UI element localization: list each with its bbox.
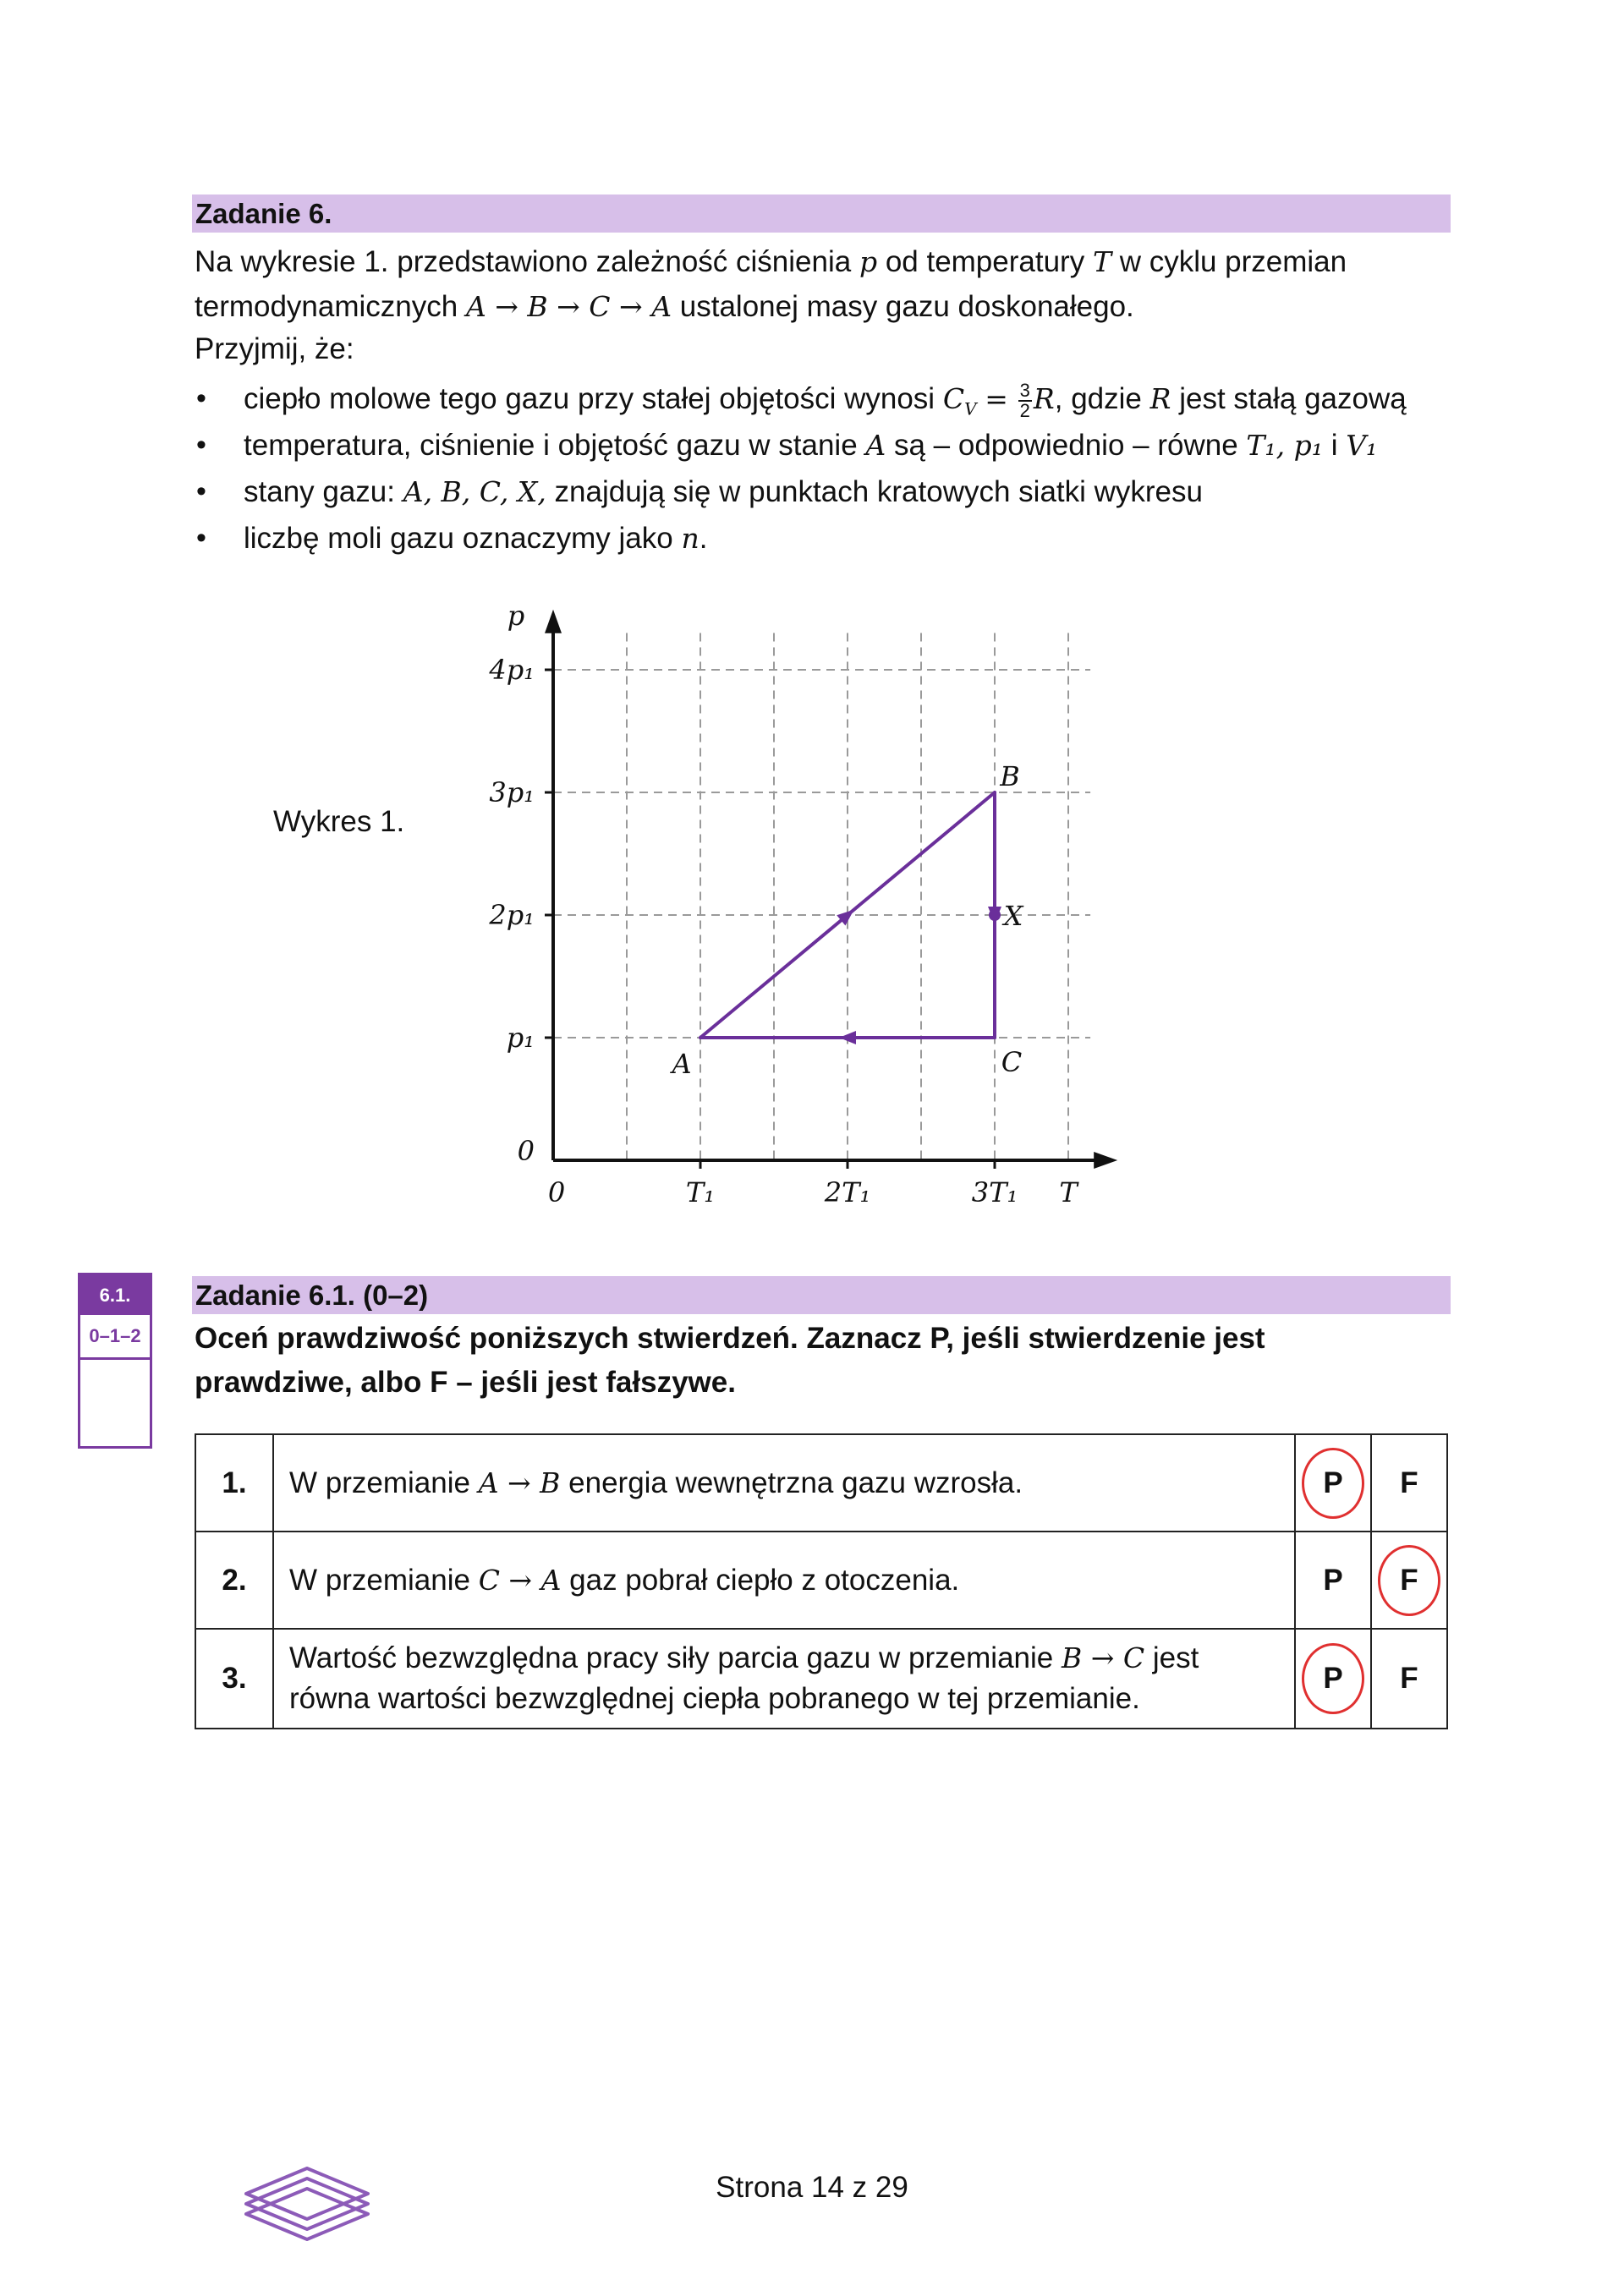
assumption-3: • stany gazu: A, B, C, X, znajdują się w punktach kratowych siatki wykresu — [195, 469, 1407, 515]
point-label-A: A — [672, 1048, 692, 1080]
point-X-marker — [989, 909, 1001, 921]
option-f[interactable]: F — [1371, 1629, 1447, 1729]
point-label-X: X — [1003, 900, 1023, 932]
assumption-1: • ciepło molowe tego gazu przy stałej objętości wynosi $C_V$ = $\frac{3}{2}$ R, gdzie R jest stałą gazową — [195, 375, 1407, 422]
subtask-header: Zadanie 6.1. (0–2) — [192, 1276, 1451, 1314]
true-false-table — [195, 1433, 1448, 1729]
table-row — [195, 1434, 1447, 1532]
y-tick-label: 2p₁ — [489, 899, 535, 931]
selection-mark — [1302, 1448, 1364, 1519]
subtask-instruction: Oceń prawdziwość poniższych stwierdzeń. Zaznacz P, jeśli stwierdzenie jest prawdziwe, albo F – jeśli jest fałszywe. — [195, 1322, 1265, 1399]
x-tick-label: 0 — [547, 1176, 566, 1208]
y-tick-label: 0 — [517, 1135, 535, 1167]
assumption-2: • temperatura, ciśnienie i objętość gazu w stanie A są – odpowiednio – równe T₁, p₁ i V₁ — [195, 422, 1407, 469]
statement-text: W przemianie A → B energia wewnętrzna gazu wzrosła. — [273, 1434, 1295, 1532]
fraction: $\frac{3}{2}$ — [1019, 379, 1030, 421]
option-p[interactable]: P — [1295, 1629, 1371, 1729]
statement-text: W przemianie C → A gaz pobrał ciepło z otoczenia. — [273, 1532, 1295, 1629]
statement-number: 1. — [195, 1434, 273, 1532]
y-axis-label: p — [507, 599, 525, 632]
y-tick-label: p₁ — [506, 1022, 535, 1054]
task-header: Zadanie 6. — [192, 195, 1451, 233]
option-p[interactable]: P — [1295, 1532, 1371, 1629]
y-tick-label: 3p₁ — [489, 776, 535, 808]
page-number: Strona 14 z 29 — [716, 2171, 908, 2204]
option-f[interactable]: F — [1371, 1532, 1447, 1629]
y-axis-arrow — [545, 610, 562, 633]
logo-icon — [239, 2155, 375, 2256]
intro-line-1: Na wykresie 1. przedstawiono zależność ciśnienia p od temperatury T w cyklu przemian — [195, 245, 1347, 278]
graph-caption: Wykres 1. — [273, 805, 405, 838]
selection-mark — [1378, 1545, 1440, 1616]
point-label-B: B — [1000, 760, 1020, 792]
x-axis-label: T — [1059, 1176, 1078, 1208]
x-axis-arrow — [1094, 1152, 1117, 1169]
intro-line-2: termodynamicznych A → B → C → A ustalonej masy gazu doskonałego. — [195, 290, 1134, 323]
x-tick-label: 3T₁ — [971, 1176, 1018, 1208]
intro-line-3: Przyjmij, że: — [195, 332, 354, 365]
x-tick-label: 2T₁ — [824, 1176, 871, 1208]
statement-number: 2. — [195, 1532, 273, 1629]
score-field[interactable] — [80, 1360, 150, 1449]
point-label-C: C — [1001, 1046, 1023, 1078]
table-row — [195, 1532, 1447, 1629]
selection-mark — [1302, 1643, 1364, 1714]
x-tick-label: T₁ — [685, 1176, 716, 1208]
score-id: 6.1. — [80, 1275, 150, 1315]
table-row — [195, 1629, 1447, 1729]
statement-number: 3. — [195, 1629, 273, 1729]
option-f[interactable]: F — [1371, 1434, 1447, 1532]
score-range: 0–1–2 — [80, 1315, 150, 1360]
y-tick-label: 4p₁ — [489, 654, 535, 686]
option-p[interactable]: P — [1295, 1434, 1371, 1532]
assumption-4: • liczbę moli gazu oznaczymy jako n. — [195, 515, 1407, 562]
score-box — [78, 1273, 152, 1449]
statement-text: Wartość bezwzględna pracy siły parcia gazu w przemianie B → C jest równa wartości bezwzględnej ciepła pobranego w tej przemianie. — [273, 1629, 1295, 1729]
